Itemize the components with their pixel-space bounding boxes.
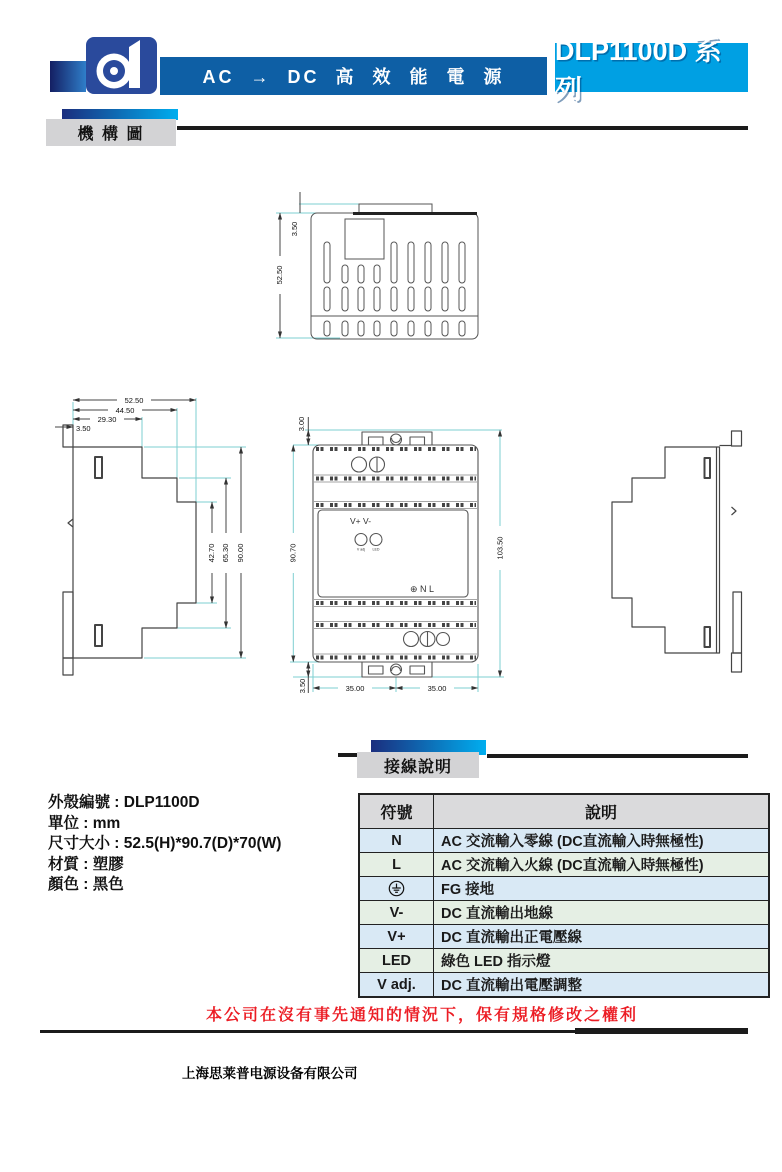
dim-label: 90.00 [236, 543, 245, 563]
brand-gradient-bar [50, 61, 86, 92]
table-row: V- DC 直流輸出地線 [359, 901, 769, 925]
dim-label: 3.00 [297, 416, 306, 432]
spec-line: 材質 : 塑膠 [48, 855, 124, 873]
drawing-front-view [280, 415, 510, 705]
dim-label: 103.50 [495, 536, 505, 560]
section-header-wiring [338, 740, 748, 780]
section-title-mechanical: 機 構 圖 [46, 119, 176, 146]
front-vadj-label: V adj [356, 547, 366, 552]
dim-label: 44.50 [115, 406, 135, 415]
table-row: N AC 交流輸入零線 (DC直流輸入時無極性) [359, 829, 769, 853]
spec-line: 單位 : mm [48, 814, 121, 832]
table-row: LED 綠色 LED 指示燈 [359, 949, 769, 973]
dim-label: 3.50 [76, 424, 91, 433]
section-rule [177, 126, 748, 130]
section-title-wiring: 接線說明 [357, 752, 479, 778]
drawing-top-view [268, 180, 508, 350]
table-row: V+ DC 直流輸出正電壓線 [359, 925, 769, 949]
dim-label: 35.00 [345, 683, 365, 693]
ground-symbol-cell [359, 877, 434, 901]
front-led-label: LED [372, 547, 380, 552]
spec-list [48, 793, 358, 896]
spec-line: 尺寸大小 : 52.5(H)*90.7(D)*70(W) [48, 835, 282, 852]
dim-label: 42.70 [207, 543, 216, 563]
drawing-side-view-left [40, 385, 290, 685]
series-title: DLP1100D 系列 [555, 35, 722, 105]
footer-rule-thick [575, 1028, 748, 1034]
wiring-table [358, 793, 770, 998]
spec-line: 顏色 : 黑色 [48, 876, 124, 893]
dim-label: 52.50 [124, 396, 144, 405]
dim-label: 52.50 [275, 265, 284, 285]
table-header-row [359, 794, 769, 829]
dim-label: 65.30 [221, 543, 230, 563]
dim-label: 35.00 [427, 683, 447, 693]
dim-label: 3.50 [298, 678, 307, 694]
col-header-description: 說明 [434, 794, 770, 829]
brand-logo [86, 37, 157, 94]
ground-symbol-icon [388, 880, 405, 897]
table-row: L AC 交流輸入火線 (DC直流輸入時無極性) [359, 853, 769, 877]
spec-line: 外殼編號 : DLP1100D [48, 794, 200, 811]
table-row: V adj. DC 直流輸出電壓調整 [359, 973, 769, 998]
front-output-label: V+ V- [350, 516, 372, 526]
drawing-side-view-right [590, 430, 782, 690]
product-tagline: AC → DC 高 效 能 電 源 [202, 67, 505, 87]
disclaimer-text: 本公司在沒有事先通知的情況下，保有規格修改之權利 [205, 1007, 638, 1024]
section-rule [487, 754, 748, 758]
series-title-box [555, 35, 748, 105]
dim-label: 3.50 [290, 221, 299, 237]
company-name: 上海思莱普电源设备有限公司 [182, 1066, 358, 1081]
product-tagline-bar [160, 57, 547, 95]
dim-label: 90.70 [288, 543, 298, 563]
table-row: FG 接地 [359, 877, 769, 901]
section-header-mechanical [46, 109, 748, 149]
dim-label: 29.30 [97, 415, 117, 424]
front-input-label: ⊕ N L [410, 584, 435, 594]
col-header-symbol: 符號 [359, 794, 434, 829]
